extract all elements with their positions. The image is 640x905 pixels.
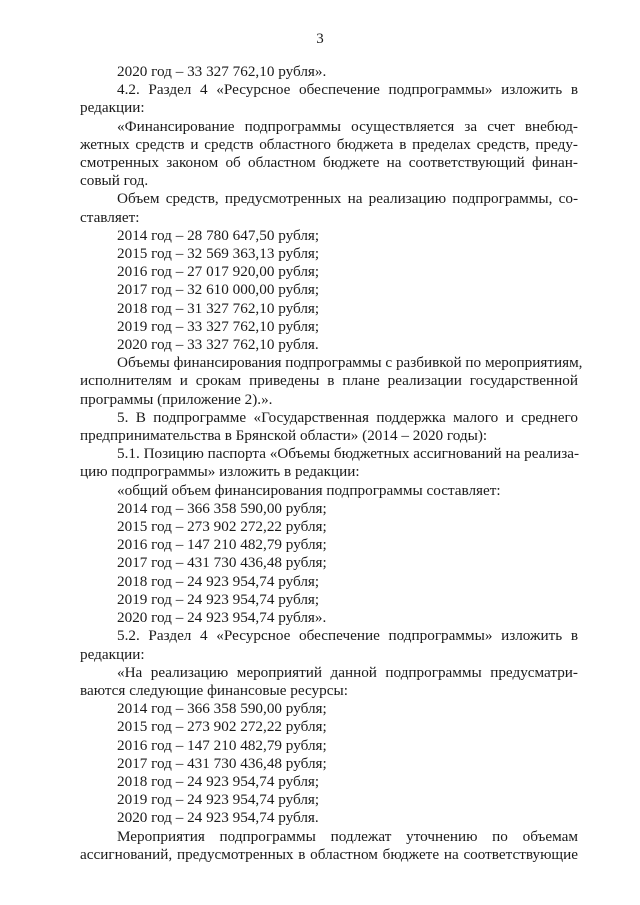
text-line: ваются следующие финансовые ресурсы: (80, 681, 348, 699)
text-line: Мероприятия подпрограммы подлежат уточнению по объемам (117, 827, 578, 845)
text-line: Объемы финансирования подпрограммы с разбивкой по мероприятиям, (117, 354, 583, 372)
text-line: редакции: (80, 99, 145, 117)
text-line: 2016 год – 27 017 920,00 рубля; (117, 263, 320, 281)
document-body (80, 63, 583, 864)
text-line: 2015 год – 273 902 272,22 рубля; (117, 718, 327, 736)
text-line: 2020 год – 24 923 954,74 рубля. (117, 809, 319, 827)
text-line: 2014 год – 366 358 590,00 рубля; (117, 499, 327, 517)
text-line: 2017 год – 431 730 436,48 рубля; (117, 754, 327, 772)
text-line: цию подпрограммы» изложить в редакции: (80, 463, 360, 481)
text-line: Объем средств, предусмотренных на реализацию подпрограммы, со- (117, 190, 578, 208)
text-line: 2014 год – 28 780 647,50 рубля; (117, 226, 320, 244)
text-line: смотренных законом об областном бюджете на соответствующий финан- (80, 154, 578, 172)
text-line: 2015 год – 273 902 272,22 рубля; (117, 518, 327, 536)
text-line: «На реализацию мероприятий данной подпрограммы предусматри- (117, 663, 578, 681)
text-line: 5.2. Раздел 4 «Ресурсное обеспечение подпрограммы» изложить в (117, 627, 578, 645)
text-line: 2016 год – 147 210 482,79 рубля; (117, 536, 327, 554)
text-line: 5. В подпрограмме «Государственная поддержка малого и среднего (117, 408, 578, 426)
text-line: 2017 год – 32 610 000,00 рубля; (117, 281, 320, 299)
text-line: 2020 год – 24 923 954,74 рубля». (117, 609, 327, 627)
text-line: 2018 год – 24 923 954,74 рубля; (117, 772, 320, 790)
text-line: программы (приложение 2).». (80, 390, 273, 408)
text-line: 2019 год – 33 327 762,10 рубля; (117, 317, 320, 335)
text-line: 2017 год – 431 730 436,48 рубля; (117, 554, 327, 572)
text-line: 2018 год – 24 923 954,74 рубля; (117, 572, 320, 590)
text-line: 5.1. Позицию паспорта «Объемы бюджетных ассигнований на реализа- (117, 445, 580, 463)
text-line: 2014 год – 366 358 590,00 рубля; (117, 700, 327, 718)
text-line: предпринимательства в Брянской области» (2014 – 2020 годы): (80, 427, 488, 445)
text-line: редакции: (80, 645, 145, 663)
text-line: «Финансирование подпрограммы осуществляется за счет внебюд- (117, 117, 578, 135)
text-line: ставляет: (80, 208, 140, 226)
text-line: 2020 год – 33 327 762,10 рубля. (117, 336, 319, 354)
text-line: «общий объем финансирования подпрограммы составляет: (117, 481, 501, 499)
text-line: 2016 год – 147 210 482,79 рубля; (117, 736, 327, 754)
text-line: жетных средств и средств областного бюджета в пределах средств, преду- (80, 135, 578, 153)
text-line: совый год. (80, 172, 149, 190)
text-line: 2019 год – 24 923 954,74 рубля; (117, 590, 320, 608)
text-line: 2019 год – 24 923 954,74 рубля; (117, 791, 320, 809)
page-number: 3 (316, 31, 324, 47)
text-line: 2020 год – 33 327 762,10 рубля». (117, 63, 327, 80)
text-line: исполнителям и срокам приведены в плане реализации государственной (80, 372, 578, 390)
text-line: ассигнований, предусмотренных в областном бюджете на соответствующие (80, 845, 578, 863)
text-line: 2018 год – 31 327 762,10 рубля; (117, 299, 320, 317)
text-line: 4.2. Раздел 4 «Ресурсное обеспечение подпрограммы» изложить в (117, 81, 578, 99)
text-line: 2015 год – 32 569 363,13 рубля; (117, 245, 320, 263)
